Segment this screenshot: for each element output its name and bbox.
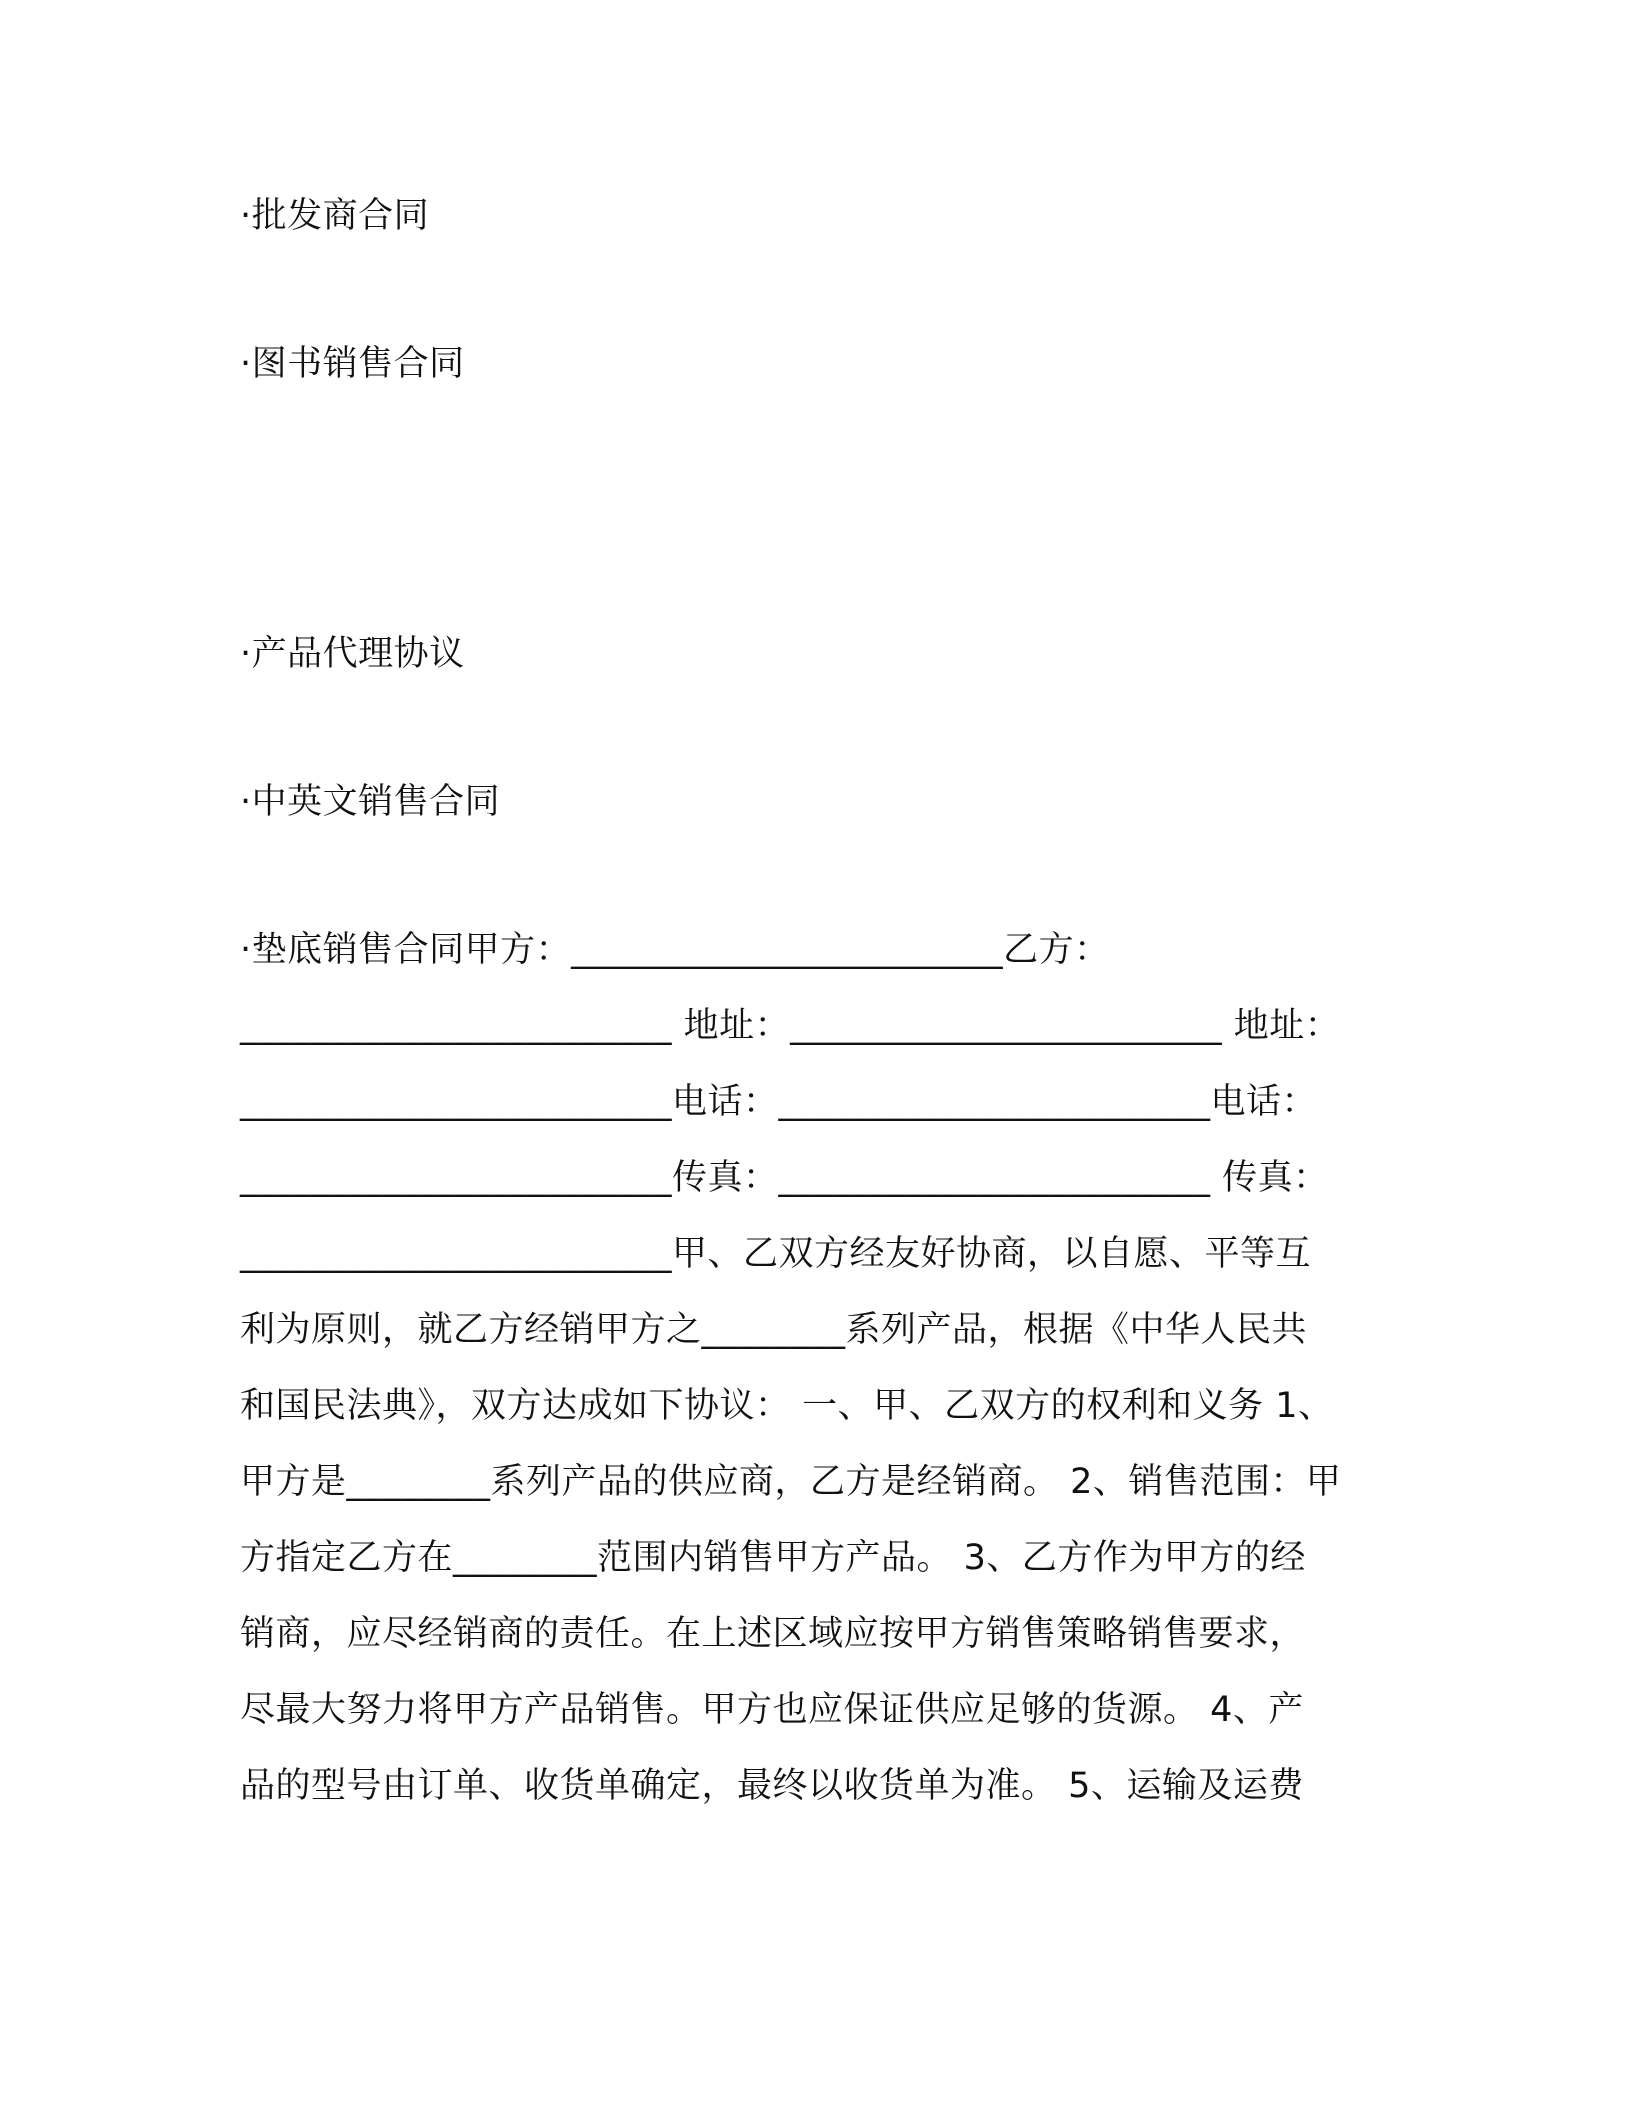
list-item-book-sales-contract: ·图书销售合同 (240, 344, 465, 384)
contract-text-line: 销商，应尽经销商的责任。在上述区域应按甲方销售策略销售要求， (240, 1614, 1306, 1654)
contract-text-line: 品的型号由订单、收货单确定，最终以收货单为准。 5、运输及运费 (240, 1766, 1304, 1806)
list-item-wholesaler-contract: ·批发商合同 (240, 196, 430, 236)
contract-text-line: 尽最大努力将甲方产品销售。甲方也应保证供应足够的货源。 4、产 (240, 1690, 1304, 1730)
contract-text-line: 和国民法典》，双方达成如下协议： 一、甲、乙双方的权利和义务 1、 (240, 1386, 1334, 1426)
contract-text-line: ________________________甲、乙双方经友好协商，以自愿、平等互 (240, 1234, 1312, 1274)
contract-text-line: ________________________传真：________________________ 传真： (240, 1158, 1329, 1198)
contract-text-line: ·垫底销售合同甲方：________________________乙方： (240, 930, 1110, 970)
list-item-bilingual-sales-contract: ·中英文销售合同 (240, 782, 501, 822)
contract-text-line: 甲方是________系列产品的供应商，乙方是经销商。 2、销售范围：甲 (240, 1462, 1342, 1502)
contract-text-line: 方指定乙方在________范围内销售甲方产品。 3、乙方作为甲方的经 (240, 1538, 1306, 1578)
contract-text-line: ________________________ 地址：________________________ 地址： (240, 1006, 1341, 1046)
contract-text-line: ________________________电话：________________________电话： (240, 1082, 1318, 1122)
contract-text-line: 利为原则，就乙方经销甲方之________系列产品，根据《中华人民共 (240, 1310, 1308, 1350)
list-item-product-agency-agreement: ·产品代理协议 (240, 634, 465, 674)
